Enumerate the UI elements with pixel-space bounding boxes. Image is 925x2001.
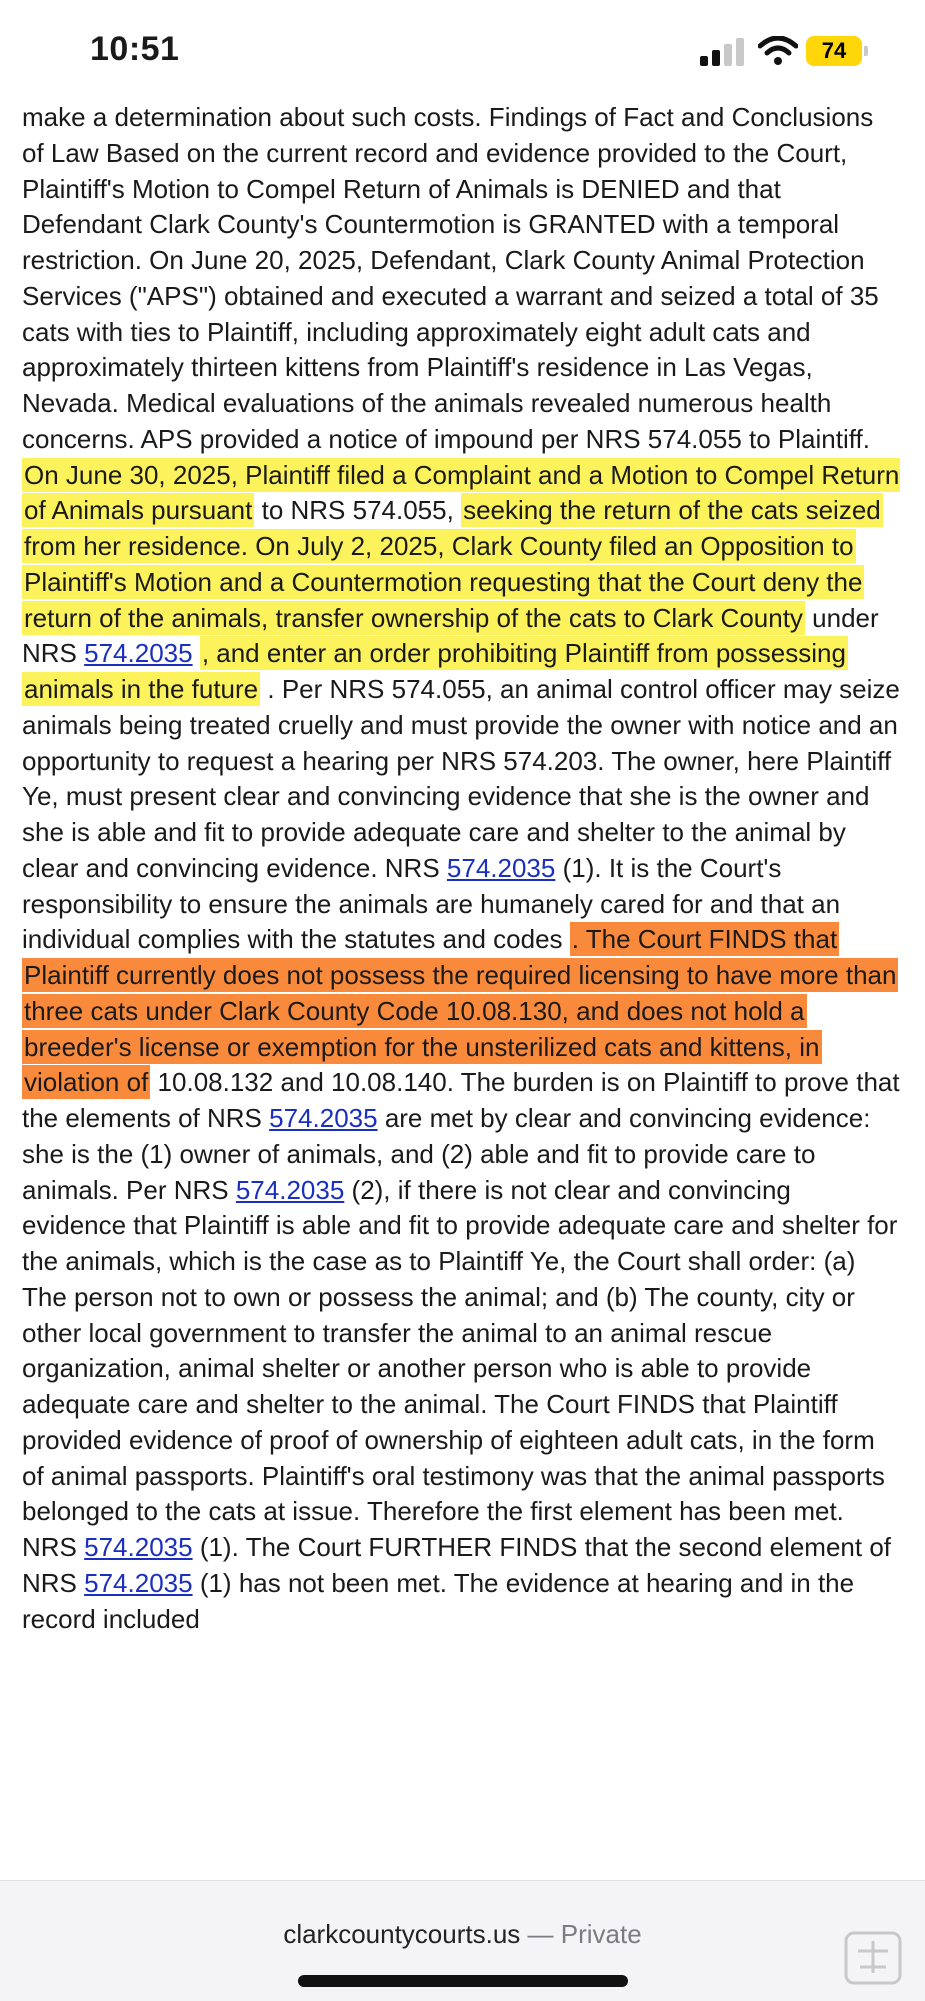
paragraph-text: under NRS [22, 602, 879, 669]
highlighted-text-orange: . The Court FINDS that Plaintiff currently does not possess the required licensing to have more than three cats under Clark County Code 10.08.130, and does not hold a breeder's license or exemption for the unsterilized cats and kittens, in violation of [24, 924, 897, 1098]
address-bar[interactable] [0, 1919, 925, 1950]
browser-bottom-bar [0, 1880, 925, 2001]
url-separator: — [520, 1919, 561, 1949]
paragraph-text: 10.08.132 and 10.08.140. The burden is on Plaintiff to prove that the elements of NRS [22, 1067, 900, 1133]
private-browsing-label: Private [560, 1919, 642, 1949]
cellular-signal-icon [700, 38, 746, 66]
paragraph-text: to NRS 574.055, [261, 495, 462, 526]
paragraph-text: (1) has not been met. The evidence at hearing and in the record included [22, 1567, 855, 1634]
highlighted-text-yellow: , and enter an order prohibiting Plaintiff from possessing animals in the future [24, 638, 846, 704]
nrs-574-2035-link[interactable]: 574.2035 [84, 1532, 193, 1562]
paragraph-text: (1). It is the Court's responsibility to ensure the animals are humanely cared for and that an individual complies with the statutes and codes [22, 852, 841, 955]
nrs-574-2035-link[interactable]: 574.2035 [235, 1174, 345, 1205]
status-time: 10:51 [90, 30, 180, 68]
nrs-574-2035-link[interactable]: 574.2035 [84, 1567, 193, 1598]
highlighted-text-yellow: On June 30, 2025, Plaintiff filed a Complaint and a Motion to Compel Return of Animals pursuant [24, 459, 900, 526]
wifi-icon [758, 36, 798, 66]
paragraph-text: . Per NRS 574.055, an animal control officer may seize animals being treated cruelly and must provide the owner with notice and an opportunity to request a hearing per NRS 574.203. The owner, here Plaintiff Ye, must present clear and convincing evidence that she is the owner and she is able and fit to provide adequate care and shelter to the animal by clear and convincing evidence. NRS [22, 674, 900, 883]
battery-indicator [806, 36, 862, 66]
paragraph-text: (2), if there is not clear and convincing evidence that Plaintiff is able and fit to provide adequate care and shelter for the animals, which is the case as to Plaintiff Ye, the Court shall order: (a) The person not to own or possess the animal; and (b) The county, city or other local government to transfer the animal to an animal rescue organization, animal shelter or another person who is able to provide adequate care and shelter to the animal. The Court FINDS that Plaintiff provided evidence of proof of ownership of eighteen adult cats, in the form of animal passports. Plaintiff's oral testimony was that the animal passports belonged to the cats at issue. Therefore the first element has been met. NRS [22, 1174, 898, 1562]
watermark-seal-icon [838, 1921, 908, 1991]
home-indicator[interactable] [298, 1975, 628, 1987]
paragraph-text: are met by clear and convincing evidence: she is the (1) owner of animals, and (2) able and fit to provide care to animals. Per NRS [22, 1103, 871, 1205]
nrs-574-2035-link[interactable]: 574.2035 [84, 638, 193, 669]
status-bar [0, 0, 925, 100]
url-domain: clarkcountycourts.us [283, 1919, 521, 1949]
paragraph-text: make a determination about such costs. Findings of Fact and Conclusions of Law Based on the current record and evidence provided to the Court, Plaintiff's Motion to Compel Return of Animals is DENIED and that Defendant Clark County's Countermotion is GRANTED with a temporal restriction. On June 20, 2025, Defendant, Clark County Animal Protection Services ("APS") obtained and executed a warrant and seized a total of 35 cats with ties to Plaintiff, including approximately eight adult cats and approximately thirteen kittens from Plaintiff's residence in Las Vegas, Nevada. Medical evaluations of the animals revealed numerous health concerns. APS provided a notice of impound per NRS 574.055 to Plaintiff. [22, 102, 879, 454]
highlighted-text-yellow: seeking the return of the cats seized from her residence. On July 2, 2025, Clark County filed an Opposition to Plaintiff's Motion and a Countermotion requesting that the Court deny the return of the animals, transfer ownership of the cats to Clark County [24, 495, 881, 633]
paragraph-text: (1). The Court FURTHER FINDS that the second element of NRS [22, 1532, 892, 1598]
nrs-574-2035-link[interactable]: 574.2035 [269, 1103, 378, 1133]
court-order-text [22, 100, 900, 1880]
battery-level: 74 [821, 38, 847, 63]
nrs-574-2035-link[interactable]: 574.2035 [446, 852, 556, 883]
